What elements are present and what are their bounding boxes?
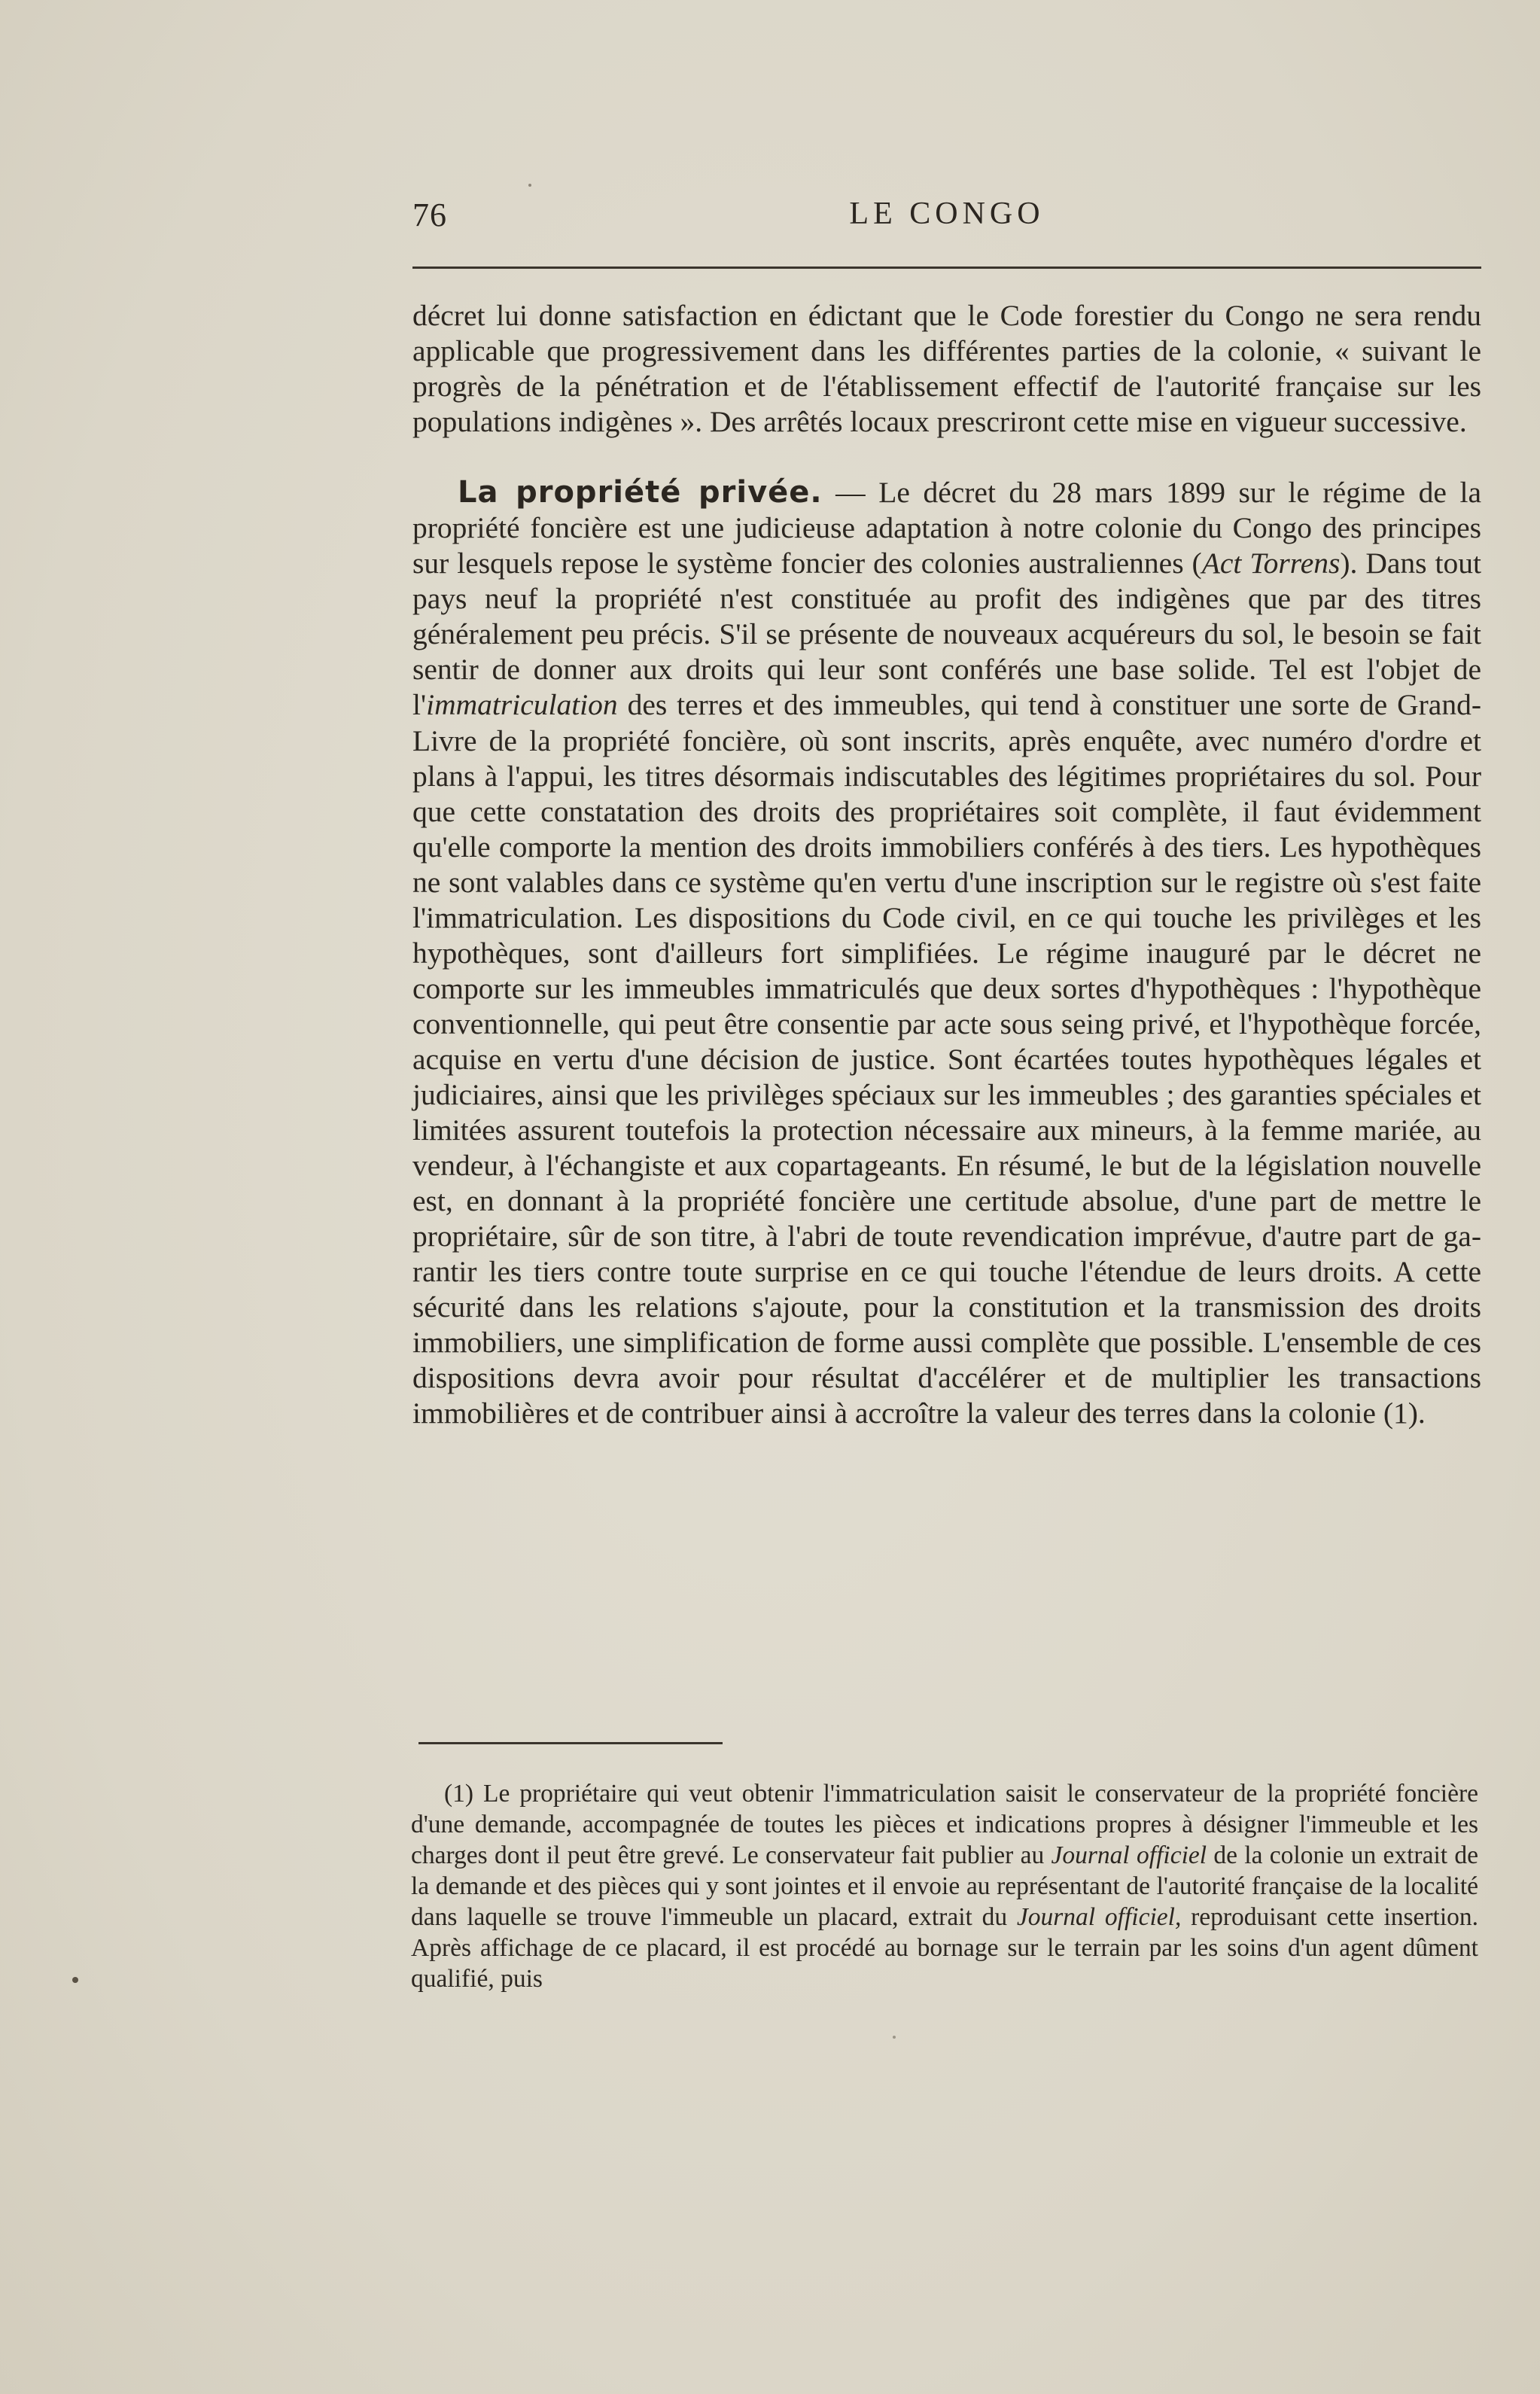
header-rule xyxy=(412,267,1481,269)
body-text xyxy=(412,298,1481,1431)
footnote-text-2: de la colonie un extrait de la demande et des pièces qui y sont jointes et il envoie au représentant de l'autorité française de la localité dans laquelle se trouve l'immeuble un placard, extrait du xyxy=(411,1841,1478,1931)
running-title: LE CONGO xyxy=(849,196,1045,231)
page-header xyxy=(412,196,1481,241)
footnote-marker: (1) xyxy=(444,1780,474,1808)
footnote-rule xyxy=(418,1742,723,1744)
journal-officiel-italic-1: Journal officiel xyxy=(1051,1841,1207,1869)
paragraph-2 xyxy=(412,475,1481,1431)
immatriculation-italic: immatriculation xyxy=(426,688,618,722)
footnote xyxy=(411,1778,1478,1994)
section-heading: La propriété privée. xyxy=(458,475,823,510)
paragraph-2-text-2: ). Dans tout pays neuf la propriété n'est constituée au profit des indigènes que par des titres généralement peu précis. S'il se présente de nouveaux acquéreurs du sol, le besoin se fait sentir de donner aux droits qui leur sont conférés une base solide. Tel est l'objet de l' xyxy=(412,547,1481,722)
footnote-reference: (1) xyxy=(1383,1396,1418,1430)
paper-speck xyxy=(528,184,531,187)
footnote-text-1: Le propriétaire qui veut obtenir l'immatriculation saisit le conservateur de la propriété foncière d'une demande, accompagnée de toutes les pièces et indications propres à désigner l'immeuble et les charges dont il peut être grevé. Le conservateur fait publier au xyxy=(411,1780,1478,1869)
paper-speck xyxy=(72,1977,78,1983)
paragraph-1: décret lui donne satisfaction en édictant que le Code forestier du Congo ne sera rendu applicable que progressivement dans les différentes parties de la colonie, « suivant le progrès de la pénétration et de l'établissement effectif de l'autorité française sur les populations indigènes ». Des arrêtés locaux prescriront cette mise en vigueur successive. xyxy=(412,299,1481,439)
paper-speck xyxy=(893,2036,896,2039)
page-number: 76 xyxy=(412,196,447,233)
journal-officiel-italic-2: Journal officiel, xyxy=(1016,1903,1182,1931)
act-torrens-italic: Act Torrens xyxy=(1201,547,1341,580)
paragraph-2-text-3: des terres et des immeubles, qui tend à constituer une sorte de Grand-Livre de la propriété foncière, où sont inscrits, après enquête, avec numéro d'ordre et plans à l'appui, les titres désormais indiscutables des légitimes propriétaires du sol. Pour que cette constatation des droits des propriétaires soit complète, il faut évidemment qu'elle comporte la mention des droits immobiliers conférés à des tiers. Les hypothèques ne sont valables dans ce système qu'en vertu d'une inscription sur le registre où s'est faite l'immatriculation. Les dispositions du Code civil, en ce qui touche les privilèges et les hypothèques, sont d'ailleurs fort simplifiées. Le régime inauguré par le décret ne comporte sur les immeubles immatriculés que deux sortes d'hypothèques : l'hypothèque conventionnelle, qui peut être consentie par acte sous seing privé, et l'hypothèque forcée, acquise en vertu d'une décision de justice. Sont écartées toutes hypothèques légales et judiciaires, ainsi que les privilèges spéciaux sur les immeubles ; des garanties spéciales et limitées assurent toutefois la protection nécessaire aux mineurs, à la femme mariée, au vendeur, à l'échangiste et aux copartageants. En résumé, le but de la législation nouvelle est, en donnant à la propriété foncière une certitude absolue, d'une part de mettre le propriétaire, sûr de son titre, à l'abri de toute revendication imprévue, d'autre part de garantir les tiers contre toute surprise en ce qui touche l'étendue de leurs droits. A cette sécurité dans les relations s'ajoute, pour la constitution et la transmission des droits immobiliers, une simplification de forme aussi complète que possible. L'ensemble de ces dispositions devra avoir pour résultat d'accélérer et de multiplier les transactions immobilières et de contribuer ainsi à accroître la valeur des terres dans la colonie xyxy=(412,688,1481,1430)
footnote-text-3: reproduisant cette insertion. Après affichage de ce placard, il est procédé au bornage sur le terrain par les soins d'un agent dûment qualifié, puis xyxy=(411,1903,1478,1993)
paragraph-2-end: . xyxy=(1417,1396,1426,1430)
paragraph-2-text-1: — Le décret du 28 mars 1899 sur le régime de la propriété foncière est une judicieuse adaptation à notre colonie du Congo des principes sur lesquels repose le système foncier des colonies australiennes ( xyxy=(412,476,1481,580)
